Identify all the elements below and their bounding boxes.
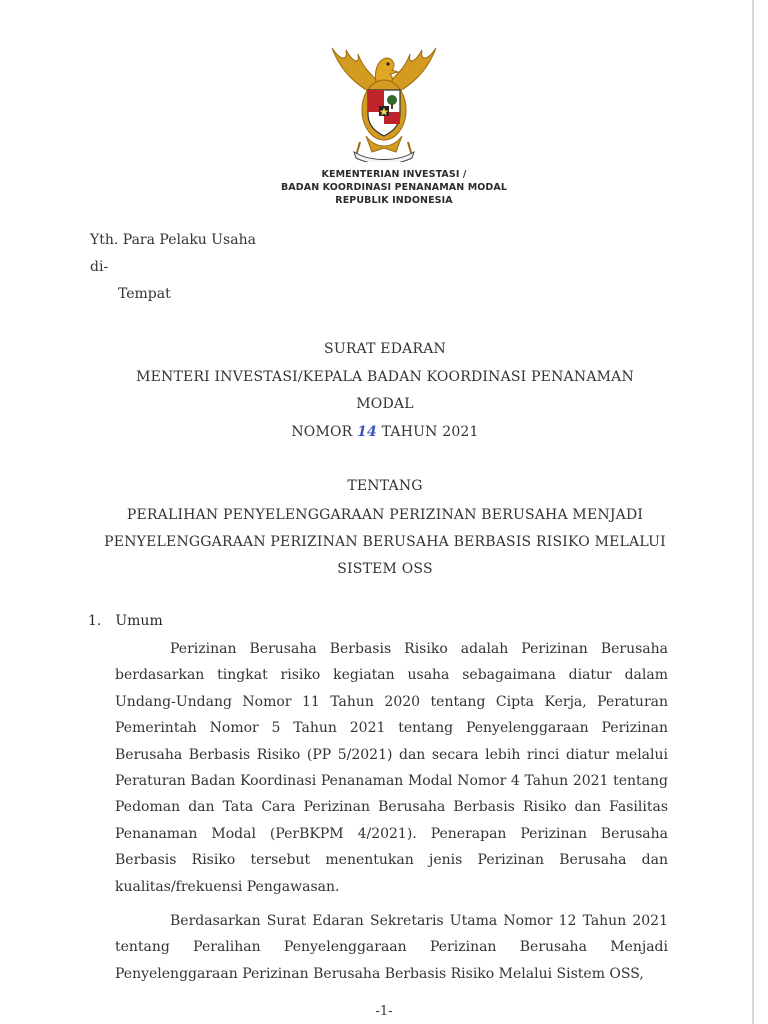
document-type: SURAT EDARAN [324,341,446,357]
ministry-header [0,168,768,207]
body-paragraph-2 [115,908,668,987]
ministry-line-2: BADAN KOORDINASI PENANAMAN MODAL [280,182,508,193]
issuer-line-1: MENTERI INVESTASI/KEPALA BADAN KOORDINASI PENANAMAN [136,369,634,385]
section-heading [88,613,177,629]
paragraph-1-text: Perizinan Berusaha Berbasis Risiko adalah Perizinan Berusaha berdasarkan tingkat risiko kegiatan usaha sebagaimana diatur dalam Undang-Undang Nomor 11 Tahun 2020 tentang Cipta Kerja, Peraturan Pemerintah Nomor 5 Tahun 2021 tentang Penyelenggaraan Perizinan Berusaha Berbasis Risiko (PP 5/2021) dan secara lebih rinci diatur melalui Peraturan Badan Koordinasi Penanaman Modal Nomor 4 Tahun 2021 tentang Pedoman dan Tata Cara Perizinan Berusaha Berbasis Risiko dan Fasilitas Penanaman Modal (PerBKPM 4/2021). Penerapan Perizinan Berusaha Berbasis Risiko tersebut menentukan jenis Perizinan Berusaha dan kualitas/frekuensi Pengawasan. [115,641,668,895]
addressee-place: Tempat [118,286,171,302]
addressee: Yth. Para Pelaku Usaha [90,232,256,248]
handwritten-number: 14 [357,424,377,440]
subject-line-2: PENYELENGGARAAN PERIZINAN BERUSAHA BERBASIS RISIKO MELALUI [104,534,666,550]
subject-line-3: SISTEM OSS [337,561,433,577]
paragraph-2-text: Berdasarkan Surat Edaran Sekretaris Utama Nomor 12 Tahun 2021 tentang Peralihan Penyelenggaraan Perizinan Berusaha Menjadi Penyelenggaraan Perizinan Berusaha Berbasis Risiko Melalui Sistem OSS, [115,913,668,982]
subject-label: TENTANG [347,478,423,494]
subject-line-1: PERALIHAN PENYELENGGARAAN PERIZINAN BERUSAHA MENJADI [126,507,644,523]
document-number [60,424,710,440]
body-paragraph-1 [115,636,668,900]
page-number: -1- [375,1004,393,1019]
issuer-line-2: MODAL [356,396,414,412]
garuda-pancasila-emblem-icon [326,40,442,162]
ministry-line-1: KEMENTERIAN INVESTASI / [321,169,467,180]
section-title: Umum [115,613,163,629]
ministry-line-3: REPUBLIK INDONESIA [335,195,453,206]
addressee-di: di- [90,259,109,275]
nomor-suffix: TAHUN 2021 [381,424,479,440]
section-number: 1. [88,613,102,629]
nomor-prefix: NOMOR [291,424,353,440]
page-edge [752,0,754,1024]
